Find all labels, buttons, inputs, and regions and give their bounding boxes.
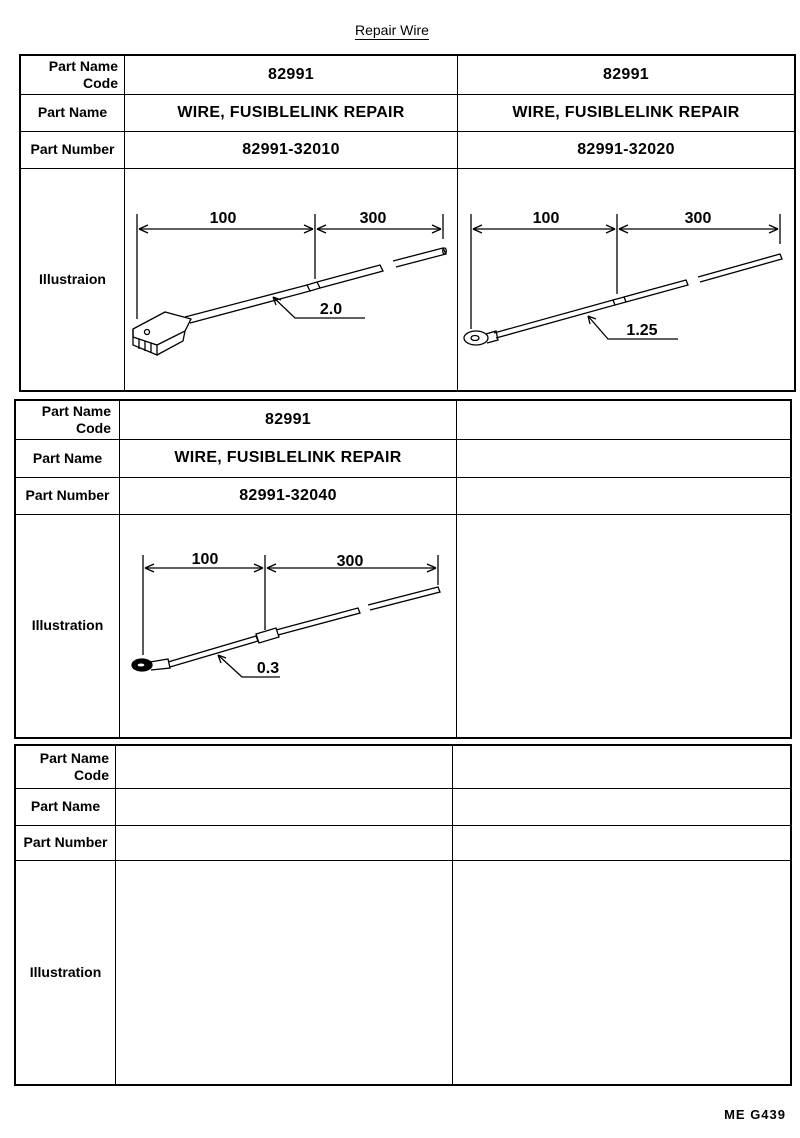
- part-table-3: [14, 744, 792, 1086]
- label-part-name: Part Name: [32, 449, 103, 466]
- wire-gauge-label: 0.3: [256, 660, 280, 677]
- wire-gauge-label: 2.0: [319, 301, 343, 318]
- label-part-name: Part Name: [30, 798, 101, 814]
- page-title: Repair Wire: [355, 22, 429, 38]
- part-code-value: [116, 746, 452, 788]
- part-name-value: [116, 788, 452, 825]
- label-part-number: Part Number: [30, 141, 115, 157]
- part-number-value: 82991-32040: [239, 486, 337, 504]
- dimension-b-label: 300: [336, 553, 364, 570]
- part-code-value: 82991: [265, 411, 311, 428]
- dimension-b-label: 300: [359, 210, 387, 227]
- document-code: ME G439: [724, 1107, 786, 1122]
- part-number-value: [457, 477, 790, 514]
- dimension-a-label: 100: [532, 210, 560, 227]
- part-name-value: WIRE, FUSIBLELINK REPAIR: [174, 449, 402, 466]
- part-number-value: [453, 825, 790, 860]
- part-number-value: [116, 825, 452, 860]
- part-number-value: 82991-32020: [577, 140, 675, 158]
- wire-illustration: [120, 515, 456, 735]
- dimension-a-label: 100: [191, 551, 219, 568]
- part-name-value: [453, 788, 790, 825]
- part-number-value: 82991-32010: [242, 140, 340, 158]
- label-illustration: Illustration: [29, 963, 102, 980]
- part-table-2: [14, 399, 792, 739]
- wire-gauge-label: 1.25: [626, 322, 658, 339]
- wire-illustration: [458, 169, 794, 389]
- part-name-value: [457, 439, 790, 477]
- dimension-b-label: 300: [684, 210, 712, 227]
- part-code-value: 82991: [268, 66, 314, 83]
- dimension-a-label: 100: [209, 210, 237, 227]
- label-part-name-code: Part Name Code: [39, 750, 109, 783]
- label-part-name-code: Part Name Code: [48, 58, 118, 91]
- label-part-number: Part Number: [25, 487, 110, 503]
- label-illustration: Illustration: [31, 617, 104, 633]
- part-code-value: 82991: [603, 66, 649, 83]
- label-part-number: Part Number: [23, 834, 108, 850]
- part-table-1: [19, 54, 796, 392]
- part-code-value: [453, 746, 790, 788]
- label-part-name-code: Part Name Code: [41, 403, 111, 436]
- label-illustration: Illustraion: [39, 270, 106, 287]
- part-name-value: WIRE, FUSIBLELINK REPAIR: [177, 103, 405, 121]
- part-name-value: WIRE, FUSIBLELINK REPAIR: [512, 103, 740, 121]
- label-part-name: Part Name: [37, 104, 108, 120]
- part-code-value: [457, 401, 790, 439]
- wire-illustration: [125, 169, 457, 389]
